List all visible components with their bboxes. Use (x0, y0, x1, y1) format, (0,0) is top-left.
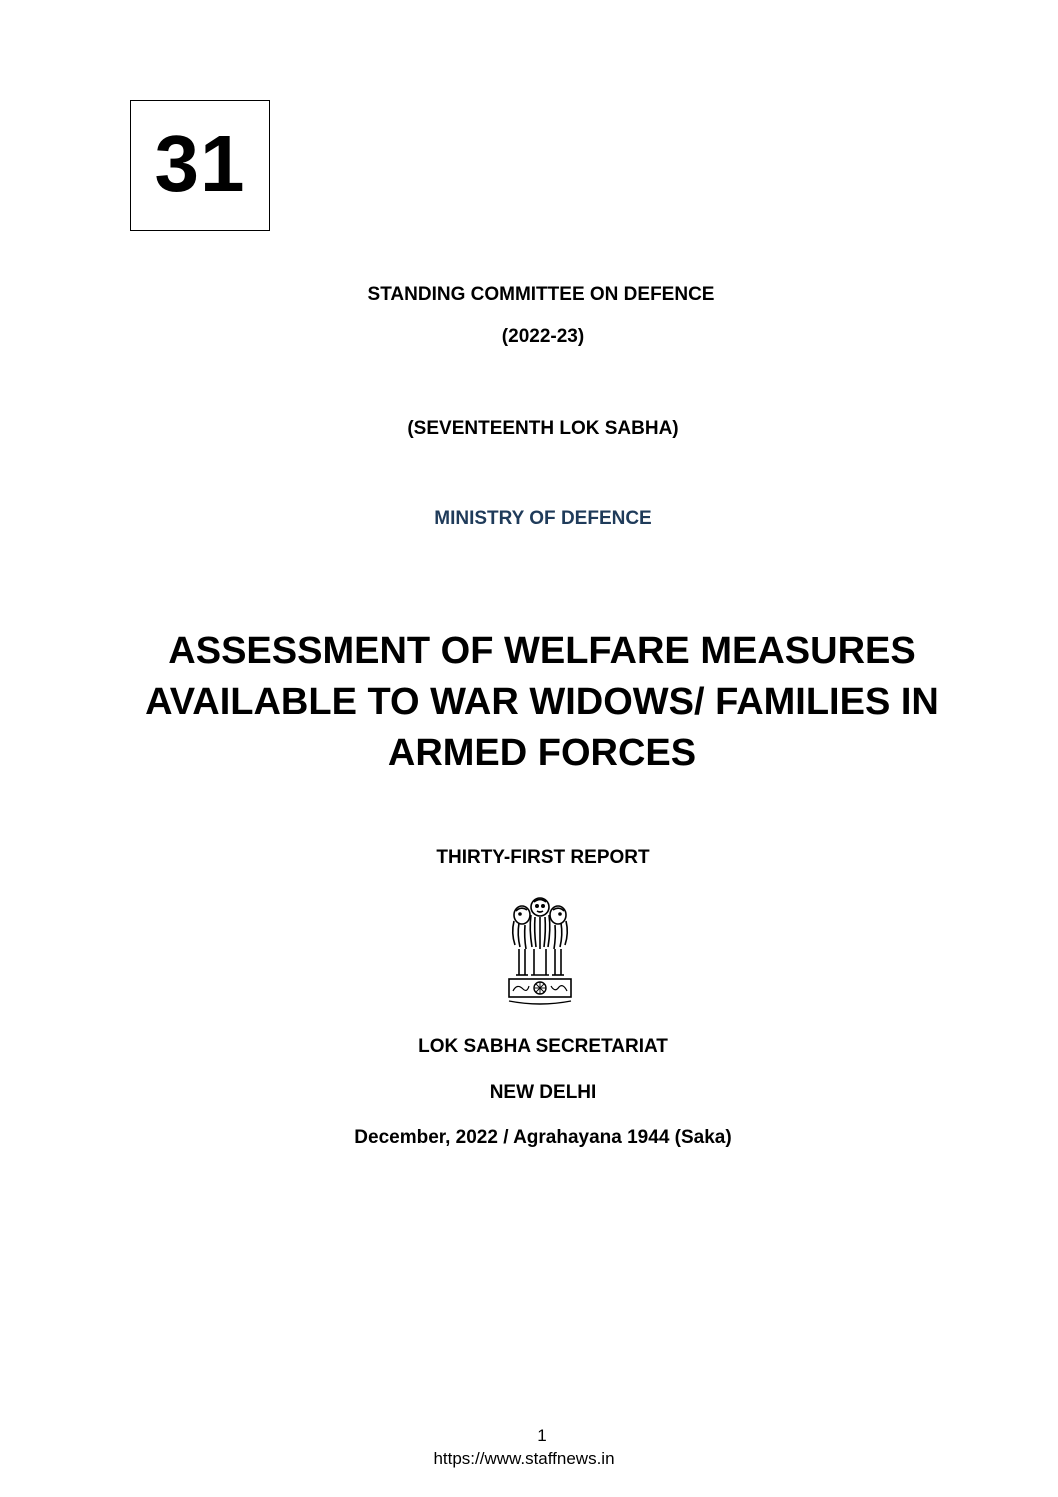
report-name: THIRTY-FIRST REPORT (436, 847, 650, 868)
page-number: 1 (537, 1426, 547, 1445)
ministry-name: MINISTRY OF DEFENCE (434, 508, 652, 529)
report-title (0, 626, 1058, 779)
secretariat-name: LOK SABHA SECRETARIAT (418, 1036, 668, 1057)
report-date: December, 2022 / Agrahayana 1944 (Saka) (354, 1127, 732, 1148)
title-line-1: ASSESSMENT OF WELFARE MEASURES (168, 630, 916, 672)
national-emblem-icon (505, 893, 575, 1011)
committee-name: STANDING COMMITTEE ON DEFENCE (367, 284, 715, 305)
report-number-box (130, 100, 270, 231)
footer-url: https://www.staffnews.in (433, 1449, 615, 1468)
city-name: NEW DELHI (489, 1082, 597, 1103)
title-line-2: AVAILABLE TO WAR WIDOWS/ FAMILIES IN (145, 681, 939, 723)
title-line-3: ARMED FORCES (387, 732, 697, 774)
lok-sabha-label: (SEVENTEENTH LOK SABHA) (407, 418, 679, 439)
committee-year: (2022-23) (501, 326, 585, 347)
report-number: 31 (154, 118, 246, 208)
